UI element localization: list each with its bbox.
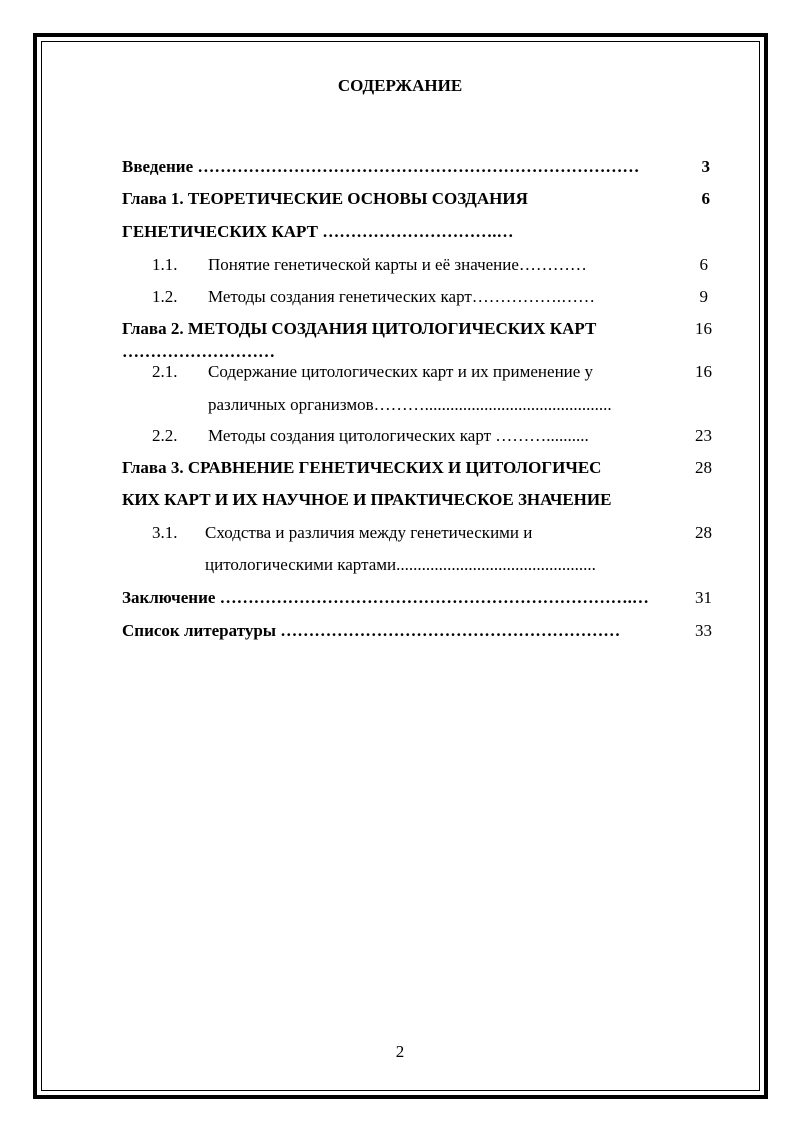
toc-entry-chapter-3-line-2[interactable]: КИХ КАРТ И ИХ НАУЧНОЕ И ПРАКТИЧЕСКОЕ ЗНАЧЕНИЕ bbox=[122, 490, 612, 509]
toc-page-3-1: 28 bbox=[695, 523, 712, 542]
toc-page-2-1: 16 bbox=[695, 362, 712, 381]
toc-page-1-1: 6 bbox=[699, 255, 708, 274]
page-number: 2 bbox=[395, 1042, 405, 1061]
toc-page-references: 33 bbox=[695, 621, 712, 640]
toc-entry-references[interactable]: Список литературы …………………………………………………… bbox=[122, 621, 621, 640]
toc-subnum-1-1: 1.1. bbox=[152, 255, 178, 274]
toc-page-chapter-3: 28 bbox=[695, 458, 712, 477]
toc-page-1-2: 9 bbox=[699, 287, 708, 306]
toc-entry-chapter-2-line-2[interactable]: ……………………… bbox=[122, 342, 275, 361]
toc-page-chapter-1: 6 bbox=[701, 189, 710, 208]
toc-subnum-2-2: 2.2. bbox=[152, 426, 178, 445]
toc-entry-intro[interactable]: Введение …………………………………………………………………… bbox=[122, 157, 640, 176]
toc-page-intro: 3 bbox=[701, 157, 710, 176]
toc-entry-1-2[interactable]: Методы создания генетических карт…………….…… bbox=[208, 287, 596, 306]
toc-entry-conclusion[interactable]: Заключение ……………………………………………………………….… bbox=[122, 588, 649, 607]
toc-entry-chapter-1-line-2[interactable]: ГЕНЕТИЧЕСКИХ КАРТ ………………………….… bbox=[122, 222, 514, 241]
toc-page-2-2: 23 bbox=[695, 426, 712, 445]
toc-entry-3-1-line-1[interactable]: Сходства и различия между генетическими и bbox=[205, 523, 533, 542]
toc-entry-2-2[interactable]: Методы создания цитологических карт ……….......... bbox=[208, 426, 589, 445]
toc-entry-1-1[interactable]: Понятие генетической карты и её значение………… bbox=[208, 255, 587, 274]
toc-entry-chapter-1-line-1[interactable]: Глава 1. ТЕОРЕТИЧЕСКИЕ ОСНОВЫ СОЗДАНИЯ bbox=[122, 189, 528, 208]
toc-page-conclusion: 31 bbox=[695, 588, 712, 607]
toc-entry-2-1-line-2[interactable]: различных организмов………............................................ bbox=[208, 395, 612, 414]
toc-subnum-1-2: 1.2. bbox=[152, 287, 178, 306]
toc-entry-3-1-line-2[interactable]: цитологическими картами............................................... bbox=[205, 555, 596, 574]
toc-subnum-2-1: 2.1. bbox=[152, 362, 178, 381]
toc-entry-chapter-2-line-1[interactable]: Глава 2. МЕТОДЫ СОЗДАНИЯ ЦИТОЛОГИЧЕСКИХ КАРТ bbox=[122, 319, 597, 338]
toc-entry-chapter-3-line-1[interactable]: Глава 3. СРАВНЕНИЕ ГЕНЕТИЧЕСКИХ И ЦИТОЛОГИЧЕС bbox=[122, 458, 602, 477]
toc-heading: СОДЕРЖАНИЕ bbox=[337, 76, 463, 95]
toc-entry-2-1-line-1[interactable]: Содержание цитологических карт и их применение у bbox=[208, 362, 594, 381]
toc-subnum-3-1: 3.1. bbox=[152, 523, 178, 542]
toc-page-chapter-2: 16 bbox=[695, 319, 712, 338]
